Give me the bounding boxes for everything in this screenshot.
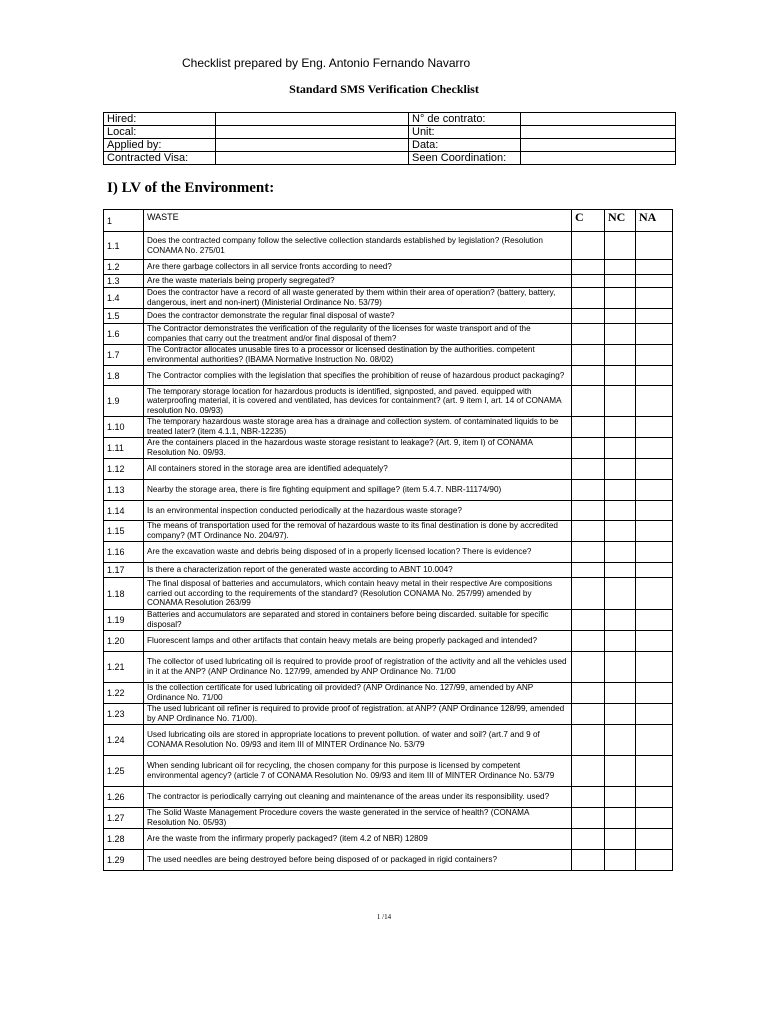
item-question: The temporary hazardous waste storage area has a drainage and collection system. of contaminated liquids to be treated later? (item 4.1.1, NBR-12235) — [144, 417, 572, 438]
answer-cell-na[interactable] — [636, 324, 673, 345]
checklist-row — [104, 652, 673, 683]
checklist-row — [104, 542, 673, 563]
checklist-header-row — [104, 210, 673, 232]
item-number: 1.22 — [104, 683, 144, 704]
checklist-row — [104, 704, 673, 725]
item-question: Are there garbage collectors in all service fronts according to need? — [144, 260, 572, 275]
answer-cell-nc[interactable] — [605, 725, 636, 756]
checklist-row — [104, 309, 673, 324]
info-label-left: Local: — [104, 126, 216, 139]
item-number: 1.26 — [104, 787, 144, 808]
item-question: Is the collection certificate for used lubricating oil provided? (ANP Ordinance No. 127/99, amended by ANP Ordinance No. 71/00 — [144, 683, 572, 704]
item-number: 1.8 — [104, 366, 144, 386]
group-label: WASTE — [144, 210, 572, 232]
item-question: Does the contractor have a record of all waste generated by them within their area of operation? (battery, battery, dangerous, inert and non-inert) (Ministerial Ordinance No. 53/79) — [144, 288, 572, 309]
item-question: Are the waste from the infirmary properly packaged? (item 4.2 of NBR) 12809 — [144, 829, 572, 850]
item-question: All containers stored in the storage area are identified adequately? — [144, 459, 572, 480]
item-number: 1.17 — [104, 563, 144, 578]
answer-cell-nc[interactable] — [605, 366, 636, 386]
answer-cell-na[interactable] — [636, 275, 673, 288]
answer-cell-c[interactable] — [572, 438, 605, 459]
answer-cell-c[interactable] — [572, 260, 605, 275]
answer-cell-c[interactable] — [572, 563, 605, 578]
item-number: 1.21 — [104, 652, 144, 683]
checklist-row — [104, 345, 673, 366]
answer-cell-nc[interactable] — [605, 631, 636, 652]
answer-cell-c[interactable] — [572, 756, 605, 787]
checklist-row — [104, 275, 673, 288]
answer-cell-na[interactable] — [636, 366, 673, 386]
item-number: 1.7 — [104, 345, 144, 366]
checklist-row — [104, 610, 673, 631]
info-label-right: Data: — [409, 139, 521, 152]
item-question: Is an environmental inspection conducted periodically at the hazardous waste storage? — [144, 501, 572, 521]
answer-cell-nc[interactable] — [605, 652, 636, 683]
item-question: Batteries and accumulators are separated and stored in containers before being discarded. suitable for specific disposal? — [144, 610, 572, 631]
item-question: Does the contracted company follow the selective collection standards established by legislation? (Resolution CONAMA No. 275/01 — [144, 232, 572, 260]
answer-cell-na[interactable] — [636, 417, 673, 438]
info-value-right[interactable] — [521, 152, 676, 165]
item-question: Are the excavation waste and debris being disposed of in a properly licensed location? There is evidence? — [144, 542, 572, 563]
answer-cell-na[interactable] — [636, 480, 673, 501]
answer-cell-na[interactable] — [636, 829, 673, 850]
item-question: The used lubricant oil refiner is required to provide proof of registration. at ANP? (ANP Ordinance 128/99, amended by ANP Ordinance No. 71/00). — [144, 704, 572, 725]
answer-cell-c[interactable] — [572, 480, 605, 501]
answer-cell-c[interactable] — [572, 309, 605, 324]
item-question: The used needles are being destroyed before being disposed of or packaged in rigid containers? — [144, 850, 572, 871]
item-number: 1.9 — [104, 386, 144, 417]
item-number: 1.25 — [104, 756, 144, 787]
waste-checklist-table — [103, 209, 673, 871]
item-number: 1.3 — [104, 275, 144, 288]
column-na: NA — [636, 210, 673, 232]
answer-cell-c[interactable] — [572, 787, 605, 808]
info-value-right[interactable] — [521, 113, 676, 126]
checklist-row — [104, 829, 673, 850]
answer-cell-c[interactable] — [572, 275, 605, 288]
item-question: When sending lubricant oil for recycling, the chosen company for this purpose is licensed by competent environmental agency? (article 7 of CONAMA Resolution No. 09/93 and item III of MINTER Ordinance No. 53/79 — [144, 756, 572, 787]
item-number: 1.27 — [104, 808, 144, 829]
answer-cell-na[interactable] — [636, 850, 673, 871]
checklist-row — [104, 417, 673, 438]
answer-cell-nc[interactable] — [605, 756, 636, 787]
answer-cell-na[interactable] — [636, 542, 673, 563]
answer-cell-c[interactable] — [572, 850, 605, 871]
checklist-row — [104, 683, 673, 704]
answer-cell-nc[interactable] — [605, 232, 636, 260]
answer-cell-nc[interactable] — [605, 563, 636, 578]
answer-cell-na[interactable] — [636, 610, 673, 631]
answer-cell-na[interactable] — [636, 652, 673, 683]
checklist-row — [104, 563, 673, 578]
info-value-right[interactable] — [521, 139, 676, 152]
item-question: The Contractor allocates unusable tires to a processor or licensed destination by the authorities. competent environmental authorities? (IBAMA Normative Instruction No. 08/02) — [144, 345, 572, 366]
column-c: C — [572, 210, 605, 232]
answer-cell-c[interactable] — [572, 232, 605, 260]
answer-cell-c[interactable] — [572, 829, 605, 850]
item-question: Used lubricating oils are stored in appropriate locations to prevent pollution. of water and soil? (art.7 and 9 of CONAMA Resolution No. 09/93 and item III of MINTER Ordinance No. 53/79 — [144, 725, 572, 756]
item-number: 1.15 — [104, 521, 144, 542]
checklist-row — [104, 850, 673, 871]
checklist-row — [104, 578, 673, 610]
answer-cell-c[interactable] — [572, 288, 605, 309]
answer-cell-nc[interactable] — [605, 386, 636, 417]
answer-cell-na[interactable] — [636, 683, 673, 704]
info-row — [104, 139, 676, 152]
item-number: 1.14 — [104, 501, 144, 521]
item-number: 1.4 — [104, 288, 144, 309]
item-number: 1.18 — [104, 578, 144, 610]
item-number: 1.11 — [104, 438, 144, 459]
item-question: Are the waste materials being properly segregated? — [144, 275, 572, 288]
section-title: I) LV of the Environment: — [107, 180, 275, 196]
answer-cell-nc[interactable] — [605, 542, 636, 563]
checklist-row — [104, 438, 673, 459]
contract-info-table — [103, 112, 676, 165]
info-row — [104, 152, 676, 165]
item-question: The Contractor demonstrates the verification of the regularity of the licenses for waste transport and of the companies that carry out the treatment and/or final disposal of them? — [144, 324, 572, 345]
answer-cell-c[interactable] — [572, 610, 605, 631]
answer-cell-nc[interactable] — [605, 787, 636, 808]
preparer-line: Checklist prepared by Eng. Antonio Fernando Navarro — [182, 56, 471, 70]
answer-cell-c[interactable] — [572, 652, 605, 683]
page-number: 1 /14 — [376, 913, 392, 921]
item-number: 1.2 — [104, 260, 144, 275]
document-title: Standard SMS Verification Checklist — [289, 82, 479, 96]
checklist-row — [104, 631, 673, 652]
answer-cell-nc[interactable] — [605, 850, 636, 871]
item-question: The temporary storage location for hazardous products is identified, signposted, and paved. equipped with waterproofing material, it is covered and ventilated, has devices for containment? (art. 9 item I, art. 14 of CONAMA resolution No. 09/93) — [144, 386, 572, 417]
answer-cell-na[interactable] — [636, 501, 673, 521]
answer-cell-nc[interactable] — [605, 345, 636, 366]
item-number: 1.12 — [104, 459, 144, 480]
answer-cell-nc[interactable] — [605, 610, 636, 631]
checklist-row — [104, 521, 673, 542]
answer-cell-na[interactable] — [636, 787, 673, 808]
answer-cell-c[interactable] — [572, 345, 605, 366]
answer-cell-na[interactable] — [636, 704, 673, 725]
item-number: 1.28 — [104, 829, 144, 850]
answer-cell-nc[interactable] — [605, 260, 636, 275]
answer-cell-nc[interactable] — [605, 808, 636, 829]
answer-cell-nc[interactable] — [605, 324, 636, 345]
answer-cell-nc[interactable] — [605, 309, 636, 324]
info-label-right: Unit: — [409, 126, 521, 139]
answer-cell-c[interactable] — [572, 725, 605, 756]
answer-cell-c[interactable] — [572, 631, 605, 652]
item-question: The Contractor complies with the legislation that specifies the prohibition of reuse of hazardous product packaging? — [144, 366, 572, 386]
info-row — [104, 113, 676, 126]
item-number: 1.13 — [104, 480, 144, 501]
info-value-left[interactable] — [216, 152, 409, 165]
item-number: 1.23 — [104, 704, 144, 725]
info-label-left: Hired: — [104, 113, 216, 126]
answer-cell-nc[interactable] — [605, 683, 636, 704]
checklist-row — [104, 324, 673, 345]
info-value-left[interactable] — [216, 139, 409, 152]
item-question: Does the contractor demonstrate the regular final disposal of waste? — [144, 309, 572, 324]
answer-cell-c[interactable] — [572, 324, 605, 345]
answer-cell-c[interactable] — [572, 521, 605, 542]
item-question: The collector of used lubricating oil is required to provide proof of registration of the activity and all the vehicles used in it at the ANP? (ANP Ordinance No. 127/99, amended by ANP Ordinance No. 71/00 — [144, 652, 572, 683]
answer-cell-na[interactable] — [636, 309, 673, 324]
answer-cell-nc[interactable] — [605, 288, 636, 309]
checklist-row — [104, 232, 673, 260]
answer-cell-na[interactable] — [636, 808, 673, 829]
answer-cell-c[interactable] — [572, 808, 605, 829]
answer-cell-na[interactable] — [636, 232, 673, 260]
answer-cell-na[interactable] — [636, 288, 673, 309]
answer-cell-c[interactable] — [572, 366, 605, 386]
answer-cell-c[interactable] — [572, 459, 605, 480]
info-row — [104, 126, 676, 139]
answer-cell-na[interactable] — [636, 345, 673, 366]
item-question: Are the containers placed in the hazardous waste storage resistant to leakage? (Art. 9, item I) of CONAMA Resolution No. 09/93. — [144, 438, 572, 459]
checklist-row — [104, 787, 673, 808]
checklist-row — [104, 366, 673, 386]
answer-cell-na[interactable] — [636, 260, 673, 275]
checklist-row — [104, 386, 673, 417]
info-label-right: Seen Coordination: — [409, 152, 521, 165]
answer-cell-na[interactable] — [636, 725, 673, 756]
item-number: 1.10 — [104, 417, 144, 438]
answer-cell-nc[interactable] — [605, 417, 636, 438]
item-number: 1.16 — [104, 542, 144, 563]
answer-cell-nc[interactable] — [605, 275, 636, 288]
item-number: 1.1 — [104, 232, 144, 260]
answer-cell-c[interactable] — [572, 386, 605, 417]
item-number: 1.6 — [104, 324, 144, 345]
answer-cell-nc[interactable] — [605, 578, 636, 610]
checklist-row — [104, 808, 673, 829]
answer-cell-c[interactable] — [572, 578, 605, 610]
item-number: 1.5 — [104, 309, 144, 324]
checklist-row — [104, 756, 673, 787]
checklist-row — [104, 260, 673, 275]
item-question: Fluorescent lamps and other artifacts that contain heavy metals are being properly packaged and intended? — [144, 631, 572, 652]
item-question: Nearby the storage area, there is fire fighting equipment and spillage? (item 5.4.7. NBR-11174/90) — [144, 480, 572, 501]
answer-cell-na[interactable] — [636, 631, 673, 652]
answer-cell-c[interactable] — [572, 417, 605, 438]
info-value-left[interactable] — [216, 126, 409, 139]
item-number: 1.20 — [104, 631, 144, 652]
item-question: The contractor is periodically carrying out cleaning and maintenance of the areas under its responsibility. used? — [144, 787, 572, 808]
item-number: 1.19 — [104, 610, 144, 631]
column-nc: NC — [605, 210, 636, 232]
answer-cell-na[interactable] — [636, 459, 673, 480]
answer-cell-nc[interactable] — [605, 704, 636, 725]
answer-cell-c[interactable] — [572, 683, 605, 704]
answer-cell-c[interactable] — [572, 542, 605, 563]
item-question: Is there a characterization report of the generated waste according to ABNT 10.004? — [144, 563, 572, 578]
answer-cell-na[interactable] — [636, 438, 673, 459]
checklist-row — [104, 288, 673, 309]
item-question: The Solid Waste Management Procedure covers the waste generated in the service of health? (CONAMA Resolution No. 05/93) — [144, 808, 572, 829]
info-label-left: Contracted Visa: — [104, 152, 216, 165]
info-value-left[interactable] — [216, 113, 409, 126]
answer-cell-na[interactable] — [636, 563, 673, 578]
checklist-row — [104, 480, 673, 501]
checklist-row — [104, 725, 673, 756]
answer-cell-nc[interactable] — [605, 829, 636, 850]
checklist-row — [104, 459, 673, 480]
group-number: 1 — [104, 210, 144, 232]
answer-cell-na[interactable] — [636, 386, 673, 417]
answer-cell-na[interactable] — [636, 521, 673, 542]
answer-cell-nc[interactable] — [605, 480, 636, 501]
item-question: The final disposal of batteries and accumulators, which contain heavy metal in their respective Are compositions carried out according to the requirements of the standard? (Resolution CONAMA No. 257/99) amended by CONAMA Resolution 263/99 — [144, 578, 572, 610]
answer-cell-c[interactable] — [572, 501, 605, 521]
item-number: 1.29 — [104, 850, 144, 871]
answer-cell-c[interactable] — [572, 704, 605, 725]
checklist-row — [104, 501, 673, 521]
item-number: 1.24 — [104, 725, 144, 756]
info-label-left: Applied by: — [104, 139, 216, 152]
info-label-right: N° de contrato: — [409, 113, 521, 126]
answer-cell-nc[interactable] — [605, 501, 636, 521]
info-value-right[interactable] — [521, 126, 676, 139]
answer-cell-na[interactable] — [636, 756, 673, 787]
answer-cell-nc[interactable] — [605, 521, 636, 542]
item-question: The means of transportation used for the removal of hazardous waste to its final destination is done by accredited company? (MT Ordinance No. 204/97). — [144, 521, 572, 542]
answer-cell-nc[interactable] — [605, 438, 636, 459]
answer-cell-na[interactable] — [636, 578, 673, 610]
answer-cell-nc[interactable] — [605, 459, 636, 480]
